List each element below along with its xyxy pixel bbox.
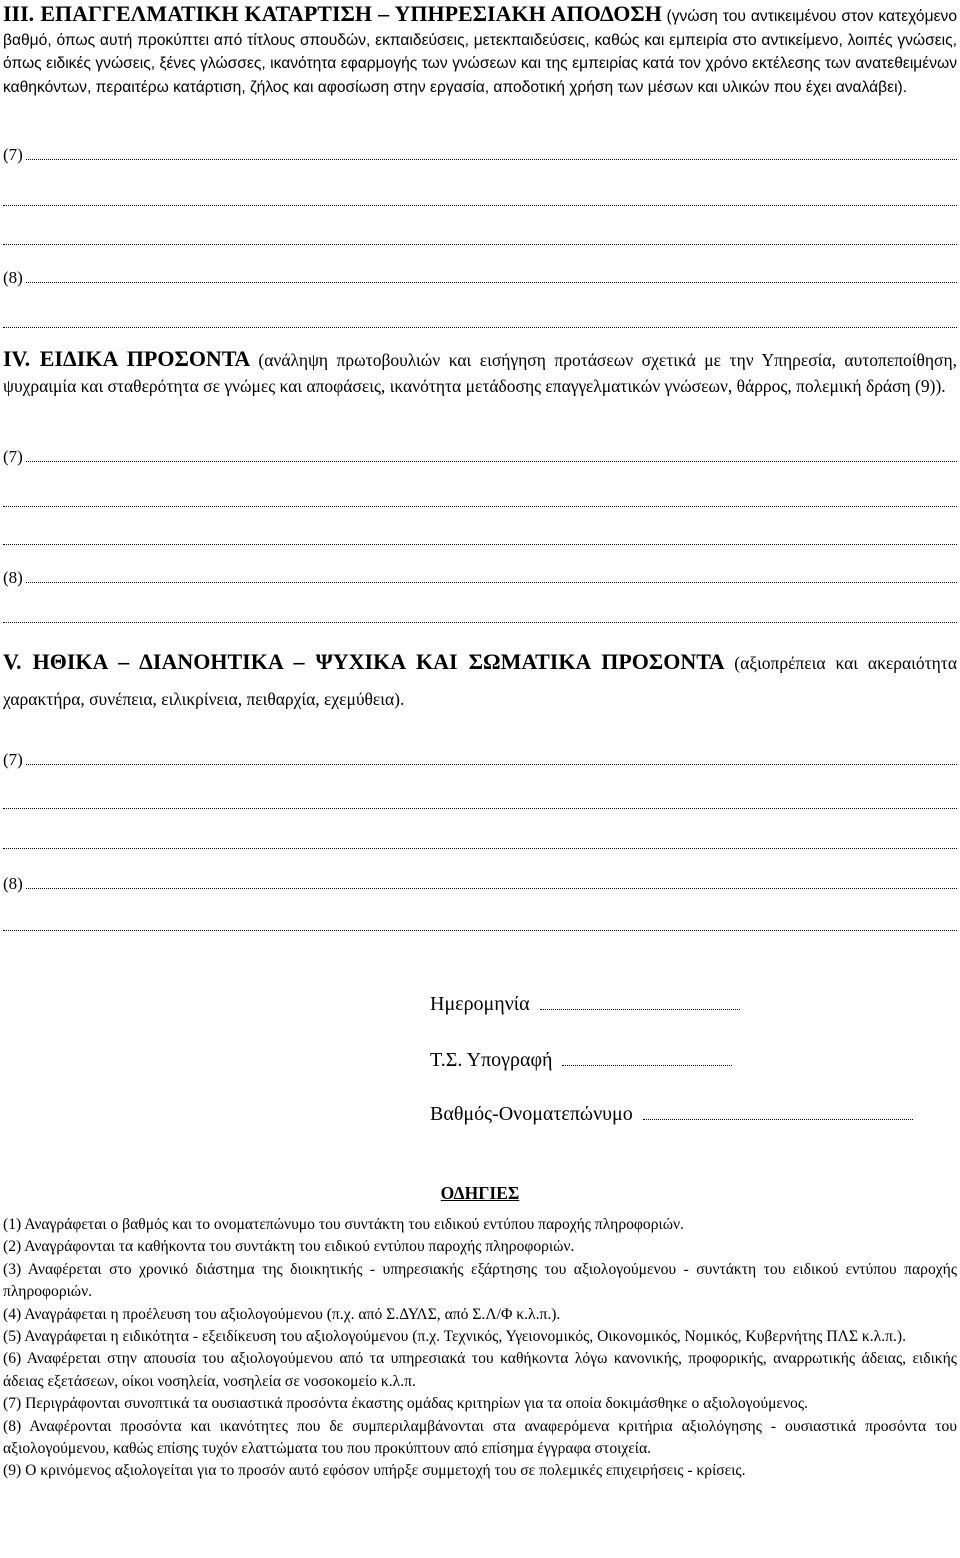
section-4-field-7-label: (7) xyxy=(3,447,23,466)
section-5-field-7-line-1[interactable] xyxy=(3,748,957,772)
section-4-field-8-line-2[interactable] xyxy=(3,606,957,630)
rank-name-field[interactable] xyxy=(430,1100,913,1128)
section-3-field-7-line-2[interactable] xyxy=(3,189,957,213)
section-5-paragraph xyxy=(3,645,957,718)
section-3-field-7-line-3[interactable] xyxy=(3,228,957,252)
section-3-field-8-label: (8) xyxy=(3,268,23,287)
section-4-paragraph xyxy=(3,347,957,400)
signature-field[interactable] xyxy=(430,1046,732,1074)
section-3-description: (γνώση του αντικειμένου στον κατεχόμενο βαθμό, όπως αυτή προκύπτει από τίτλους σπουδών, εκπαιδεύσεις, μετεκπαιδεύσεις, καθώς και εμπειρία στο αντικείμενο, λοιπές γνώσεις, όπως ειδικές γνώσεις, ξένες γλώσσες, ικανότητα εφαρμογής των γνώσεων και της εμπειρίας κατά τον χρόνο εκτέλεσης των ανατεθειμένων καθηκόντων, περαιτέρω κατάρτιση, ζήλος και αφοσίωση στην εργασία, αποδοτική χρήση των μέσων και υλικών που έχει αναλάβει). xyxy=(3,8,958,96)
note-2: (2) Αναγράφονται τα καθήκοντα του συντάκτη του ειδικού εντύπου παροχής πληροφοριών. xyxy=(3,1238,575,1256)
section-3-field-8-line-1[interactable] xyxy=(3,266,957,290)
section-4-field-8-line-1[interactable] xyxy=(3,566,957,590)
section-3-field-8-line-2[interactable] xyxy=(3,311,957,335)
note-8: (8) Αναφέρονται προσόντα και ικανότητες που δε συμπεριλαμβάνονται στα αναφερόμενα κριτήρια αξιολόγησης - ουσιαστικά προσόντα του αξιολογούμενου, καθώς επίσης τυχόν ελαττώματα του που προκύπτουν από επίσημα έγγραφα στοιχεία. xyxy=(3,1417,957,1458)
section-5-field-8-label: (8) xyxy=(3,874,23,893)
section-4-heading: IV. ΕΙΔΙΚΑ ΠΡΟΣΟΝΤΑ xyxy=(3,346,251,371)
rank-name-label: Βαθμός-Ονοματεπώνυμο xyxy=(430,1103,633,1125)
section-3-field-7-label: (7) xyxy=(3,145,23,164)
section-4-field-7-line-2[interactable] xyxy=(3,490,957,514)
section-4-field-7-line-1[interactable] xyxy=(3,445,957,469)
section-4-field-7-line-3[interactable] xyxy=(3,528,957,552)
note-7: (7) Περιγράφονται συνοπτικά τα ουσιαστικά προσόντα έκαστης ομάδας κριτηρίων για τα οποία δοκιμάσθηκε ο αξιολογούμενος. xyxy=(3,1395,808,1413)
note-3: (3) Αναφέρεται στο χρονικό διάστημα της διοικητικής - υπηρεσιακής εξάρτησης του αξιολογούμενου - συντάκτη του ειδικού εντύπου παροχής πληροφοριών. xyxy=(3,1260,957,1301)
date-field[interactable] xyxy=(430,990,740,1018)
section-5-field-8-line-2[interactable] xyxy=(3,914,957,938)
section-5-field-7-label: (7) xyxy=(3,750,23,769)
note-9: (9) Ο κρινόμενος αξιολογείται για το προσόν αυτό εφόσον υπήρξε συμμετοχή του σε πολεμικές επιχειρήσεις - κρίσεις. xyxy=(3,1462,746,1480)
note-6: (6) Αναφέρεται στην απουσία του αξιολογούμενου από τα υπηρεσιακά του καθήκοντα λόγω κανονικής, προφορικής, αναρρωτικής άδειας, ειδικής άδειας εξετάσεων, οίκοι νοσηλεία, νοσηλεία σε νοσοκομείο κ.λ.π. xyxy=(3,1350,957,1390)
section-4-field-8-label: (8) xyxy=(3,568,23,587)
section-5-description: (αξιοπρέπεια και ακεραιότητα χαρακτήρα, συνέπεια, ειλικρίνεια, πειθαρχία, εχεμύθεια). xyxy=(3,653,958,709)
section-5-field-8-line-1[interactable] xyxy=(3,872,957,896)
section-4-description: (ανάληψη πρωτοβουλιών και εισήγηση προτάσεων σχετικά με την Υπηρεσία, αυτοπεποίθηση, ψυχραιμία και σταθερότητα σε γνώμες και αποφάσεις, ικανότητα μετάδοσης επαγγελματικών γνώσεων, θάρρος, πολεμική δράση (9)). xyxy=(3,350,958,396)
date-label: Ημερομηνία xyxy=(430,993,530,1015)
section-5-heading: V. ΗΘΙΚΑ – ΔΙΑΝΟΗΤΙΚΑ – ΨΥΧΙΚΑ ΚΑΙ ΣΩΜΑΤΙΚΑ ΠΡΟΣΟΝΤΑ xyxy=(3,649,725,674)
note-4: (4) Αναγράφεται η προέλευση του αξιολογούμενου (π.χ. από Σ.ΔΥΛΣ, από Σ.Λ/Φ κ.λ.π.). xyxy=(3,1305,561,1323)
section-5-field-7-line-3[interactable] xyxy=(3,832,957,856)
note-1: (1) Αναγράφεται ο βαθμός και το ονοματεπώνυμο του συντάκτη του ειδικού εντύπου παροχής πληροφοριών. xyxy=(3,1216,684,1233)
instructions-list xyxy=(3,1214,957,1483)
signature-label: Τ.Σ. Υπογραφή xyxy=(430,1049,553,1071)
section-3-field-7-line-1[interactable] xyxy=(3,143,957,167)
note-5: (5) Αναγράφεται η ειδικότητα - εξειδίκευση του αξιολογούμενου (π.χ. Τεχνικός, Υγειονομικός, Οικονομικός, Νομικός, Κυβερνήτης ΠΛΣ κ.λ.π.). xyxy=(3,1328,907,1346)
section-3-heading: III. ΕΠΑΓΓΕΛΜΑΤΙΚΗ ΚΑΤΑΡΤΙΣΗ – ΥΠΗΡΕΣΙΑΚΗ ΑΠΟΔΟΣΗ xyxy=(3,1,662,26)
section-3-paragraph xyxy=(3,2,957,99)
instructions-title: ΟΔΗΓΙΕΣ xyxy=(440,1183,520,1203)
section-5-field-7-line-2[interactable] xyxy=(3,792,957,816)
